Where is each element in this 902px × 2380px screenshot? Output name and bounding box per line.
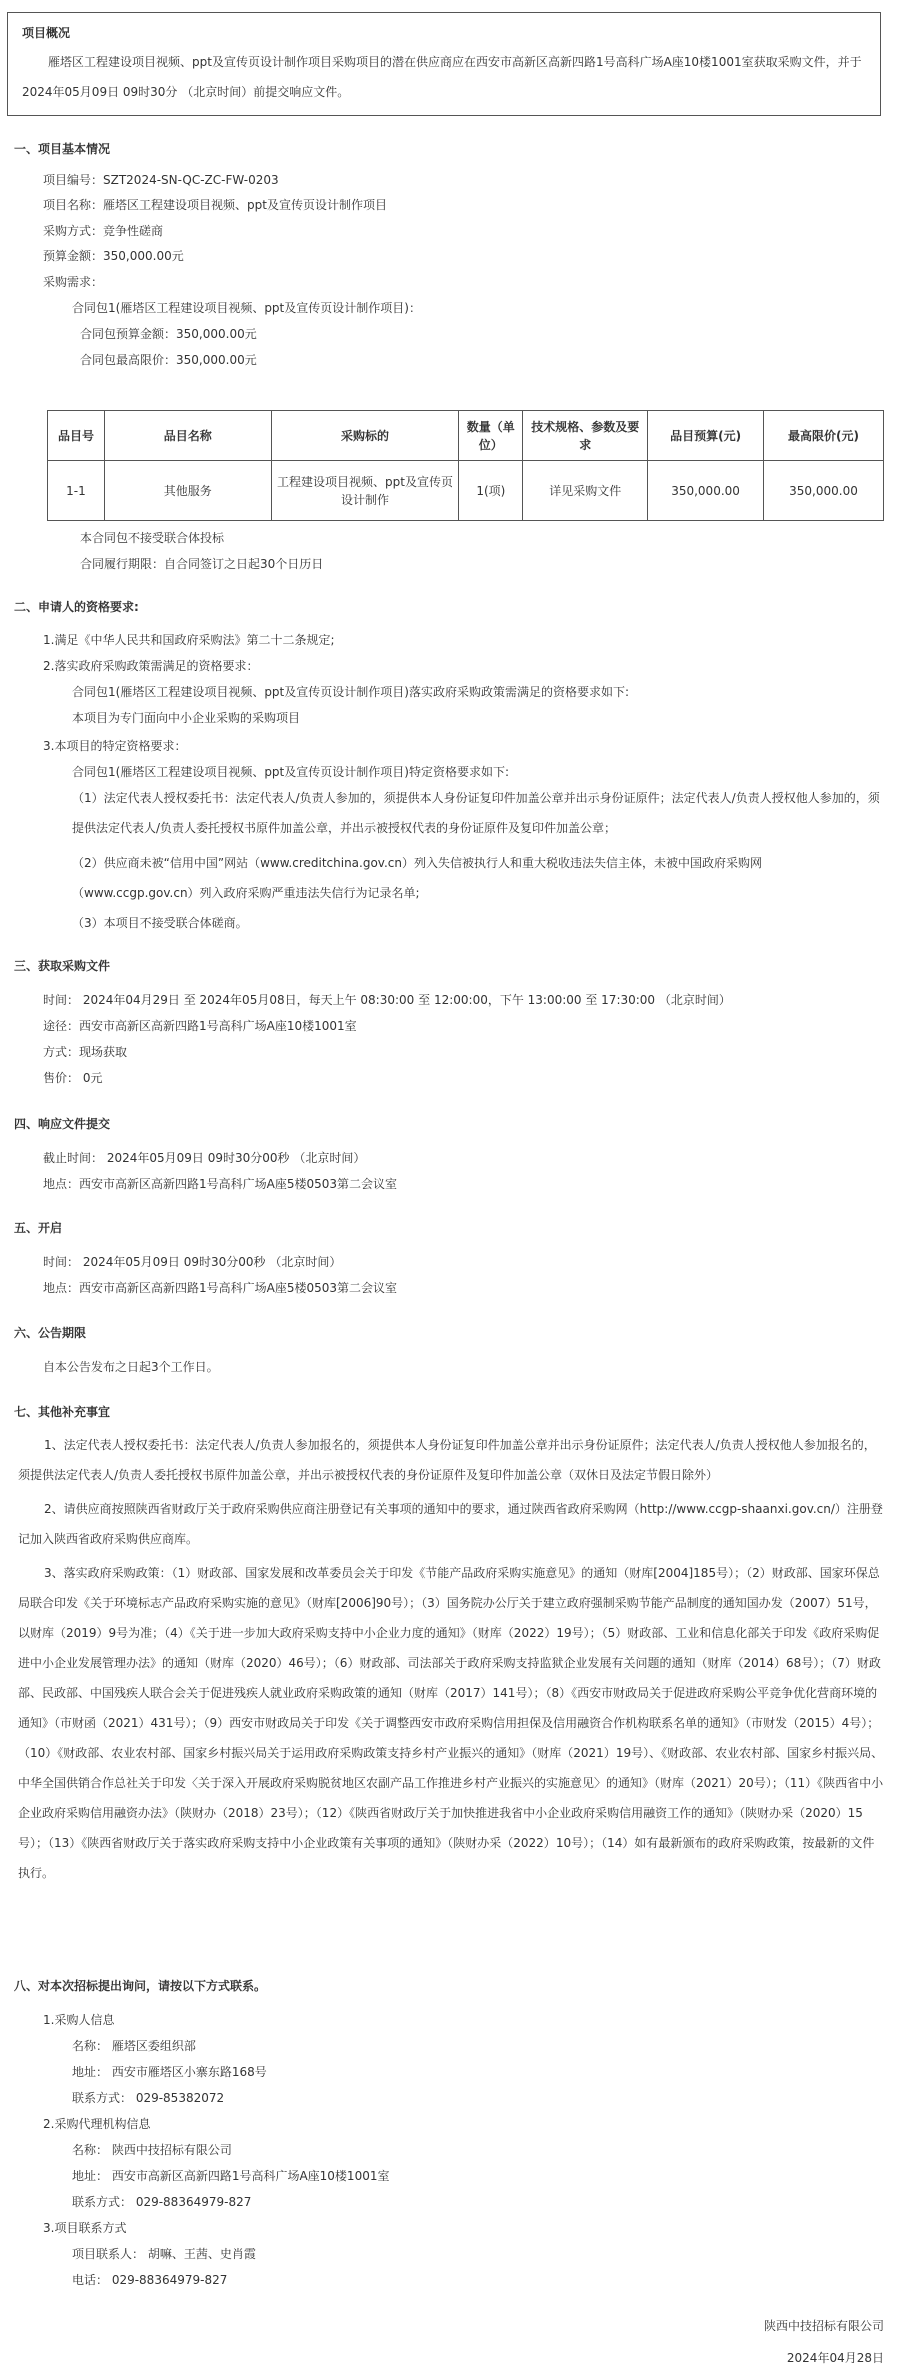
supplement-2: 2、请供应商按照陕西省财政厅关于政府采购供应商注册登记有关事项的通知中的要求，通过陕西省政府采购网（http://www.ccgp-shaanxi.gov.cn/）注册登记加入陕西省政府采购供应商库。 xyxy=(18,1502,883,1546)
purchaser-title: 1.采购人信息 xyxy=(43,2013,115,2027)
section-2-title: 二、申请人的资格要求: xyxy=(14,600,139,614)
qualification-3: 3.本项目的特定资格要求： xyxy=(43,739,187,753)
table-header-cell: 品目名称 xyxy=(104,411,271,461)
contact-people: 项目联系人： 胡嘛、王茜、史肖霞 xyxy=(72,2247,256,2261)
package-budget: 合同包预算金额：350,000.00元 xyxy=(80,327,257,341)
section-3-title: 三、获取采购文件 xyxy=(14,959,111,973)
purchaser-address: 地址： 西安市雁塔区小寨东路168号 xyxy=(72,2065,267,2079)
obtain-mode: 方式：现场获取 xyxy=(43,1045,128,1059)
submit-deadline: 截止时间： 2024年05月09日 09时30分00秒 （北京时间） xyxy=(43,1151,366,1165)
obtain-place: 途径：西安市高新区高新四路1号高科广场A座10楼1001室 xyxy=(43,1019,357,1033)
section-1-title: 一、项目基本情况 xyxy=(14,142,111,156)
table-header-cell: 品目号 xyxy=(48,411,105,461)
table-header-cell: 采购标的 xyxy=(271,411,459,461)
purchaser-name: 名称： 雁塔区委组织部 xyxy=(72,2039,196,2053)
footer-organization: 陕西中技招标有限公司 xyxy=(763,2319,884,2333)
contact-title: 3.项目联系方式 xyxy=(43,2221,127,2235)
overview-box xyxy=(7,12,881,116)
budget-amount: 预算金额：350,000.00元 xyxy=(43,249,184,263)
items-table xyxy=(47,410,884,521)
procurement-method: 采购方式：竞争性磋商 xyxy=(43,224,164,238)
qualification-2: 2.落实政府采购政策需满足的资格要求： xyxy=(43,659,259,673)
qualification-3-item-2: （2）供应商未被“信用中国”网站（www.creditchina.gov.cn）列入失信被执行人和重大税收违法失信主体，未被中国政府采购网（www.ccgp.gov.cn）列入政府采购严重违法失信行为记录名单; xyxy=(72,856,762,900)
table-row xyxy=(48,461,884,521)
project-number: 项目编号：SZT2024-SN-QC-ZC-FW-0203 xyxy=(43,173,279,187)
agency-title: 2.采购代理机构信息 xyxy=(43,2117,151,2131)
project-name: 项目名称：雁塔区工程建设项目视频、ppt及宣传页设计制作项目 xyxy=(43,198,387,212)
table-cell: 1-1 xyxy=(48,461,105,521)
procurement-demand: 采购需求： xyxy=(43,275,104,289)
table-header-cell: 技术规格、参数及要求 xyxy=(523,411,648,461)
qualification-2-sme: 本项目为专门面向中小企业采购的采购项目 xyxy=(72,711,301,725)
footer-date: 2024年04月28日 xyxy=(786,2351,884,2365)
overview-text: 雁塔区工程建设项目视频、ppt及宣传页设计制作项目采购项目的潜在供应商应在西安市高新区高新四路1号高科广场A座10楼1001室获取采购文件，并于 2024年05月09日 09时30分 （北京时间）前提交响应文件。 xyxy=(22,55,862,99)
contact-phone: 电话： 029-88364979-827 xyxy=(72,2273,228,2287)
table-cell: 1(项) xyxy=(459,461,523,521)
table-cell: 详见采购文件 xyxy=(523,461,648,521)
qualification-3-package: 合同包1(雁塔区工程建设项目视频、ppt及宣传页设计制作项目)特定资格要求如下: xyxy=(72,765,509,779)
table-cell: 350,000.00 xyxy=(648,461,764,521)
supplement-3: 3、落实政府采购政策：（1）财政部、国家发展和改革委员会关于印发《节能产品政府采购实施意见》的通知（财库[2004]185号）；（2）财政部、国家环保总局联合印发《关于环境标志产品政府采购实施的意见》（财库[2006]90号）；（3）国务院办公厅关于建立政府强制采购节能产品制度的通知国办发（2007）51号，以财库（2019）9号为准；（4）《关于进一步加大政府采购支持中小企业力度的通知》（财库（2022）19号）；（5）财政部、工业和信息化部关于印发《政府采购促进中小企业发展管理办法》的通知（财库（2020）46号）；（6）财政部、司法部关于政府采购支持监狱企业发展有关问题的通知（财库（2014）68号）；（7）财政部、民政部、中国残疾人联合会关于促进残疾人就业政府采购政策的通知（财库（2017）141号）；（8）《西安市财政局关于促进政府采购公平竞争优化营商环境的通知》（市财函（2021）431号）；（9）西安市财政局关于印发《关于调整西安市政府采购信用担保及信用融资合作机构联系名单的通知》（市财发（2015）4号）；（10）《财政部、农业农村部、国家乡村振兴局关于运用政府采购政策支持乡村产业振兴的通知》（财库（2021）19号）、《财政部、农业农村部、国家乡村振兴局、中华全国供销合作总社关于印发〈关于深入开展政府采购脱贫地区农副产品工作推进乡村产业振兴的实施意见〉的通知》（财库（2021）20号）；（11）《陕西省中小企业政府采购信用融资办法》（陕财办（2018）23号）；（12）《陕西省财政厅关于加快推进我省中小企业政府采购信用融资工作的通知》（陕财办采（2020）15号）；（13）《陕西省财政厅关于落实政府采购支持中小企业政策有关事项的通知》（陕财办采（2022）10号）；（14）如有最新颁布的政府采购政策，按最新的文件执行。 xyxy=(18,1566,884,1880)
qualification-1: 1.满足《中华人民共和国政府采购法》第二十二条规定; xyxy=(43,633,335,647)
submit-place: 地点：西安市高新区高新四路1号高科广场A座5楼0503第二会议室 xyxy=(43,1177,398,1191)
package-max-price: 合同包最高限价：350,000.00元 xyxy=(80,353,257,367)
agency-phone: 联系方式： 029-88364979-827 xyxy=(72,2195,252,2209)
table-header-cell: 品目预算(元) xyxy=(648,411,764,461)
table-cell: 其他服务 xyxy=(104,461,271,521)
obtain-price: 售价： 0元 xyxy=(43,1071,103,1085)
contract-period: 合同履行期限：自合同签订之日起30个日历日 xyxy=(80,557,324,571)
table-cell: 工程建设项目视频、ppt及宣传页设计制作 xyxy=(271,461,459,521)
section-6-title: 六、公告期限 xyxy=(14,1326,87,1340)
purchaser-phone: 联系方式： 029-85382072 xyxy=(72,2091,225,2105)
notice-period: 自本公告发布之日起3个工作日。 xyxy=(43,1360,219,1374)
section-5-title: 五、开启 xyxy=(14,1221,63,1235)
table-header-cell: 最高限价(元) xyxy=(764,411,884,461)
qualification-3-item-1: （1）法定代表人授权委托书：法定代表人/负责人参加的，须提供本人身份证复印件加盖公章并出示身份证原件；法定代表人/负责人授权他人参加的，须提供法定代表人/负责人委托授权书原件加盖公章，并出示被授权代表的身份证原件及复印件加盖公章； xyxy=(72,791,880,835)
agency-name: 名称： 陕西中技招标有限公司 xyxy=(72,2143,232,2157)
section-7-title: 七、其他补充事宜 xyxy=(14,1405,111,1419)
overview-title: 项目概况 xyxy=(22,26,71,40)
opening-time: 时间： 2024年05月09日 09时30分00秒 （北京时间） xyxy=(43,1255,342,1269)
package-1: 合同包1(雁塔区工程建设项目视频、ppt及宣传页设计制作项目)： xyxy=(72,301,421,315)
supplement-1: 1、法定代表人授权委托书：法定代表人/负责人参加报名的，须提供本人身份证复印件加盖公章并出示身份证原件；法定代表人/负责人授权他人参加报名的，须提供法定代表人/负责人委托授权书原件加盖公章，并出示被授权代表的身份证原件及复印件加盖公章（双休日及法定节假日除外） xyxy=(18,1438,876,1482)
no-consortium-note: 本合同包不接受联合体投标 xyxy=(80,531,225,545)
qualification-3-item-3: （3）本项目不接受联合体磋商。 xyxy=(72,916,248,930)
qualification-2-package: 合同包1(雁塔区工程建设项目视频、ppt及宣传页设计制作项目)落实政府采购政策需满足的资格要求如下: xyxy=(72,685,629,699)
opening-place: 地点：西安市高新区高新四路1号高科广场A座5楼0503第二会议室 xyxy=(43,1281,398,1295)
table-cell: 350,000.00 xyxy=(764,461,884,521)
table-header-cell: 数量（单位） xyxy=(459,411,523,461)
obtain-time: 时间： 2024年04月29日 至 2024年05月08日，每天上午 08:30:00 至 12:00:00，下午 13:00:00 至 17:30:00 （北京时间） xyxy=(43,993,731,1007)
table-header-row xyxy=(48,411,884,461)
section-8-title: 八、对本次招标提出询问，请按以下方式联系。 xyxy=(14,1979,267,1993)
section-4-title: 四、响应文件提交 xyxy=(14,1117,111,1131)
agency-address: 地址： 西安市高新区高新四路1号高科广场A座10楼1001室 xyxy=(72,2169,390,2183)
